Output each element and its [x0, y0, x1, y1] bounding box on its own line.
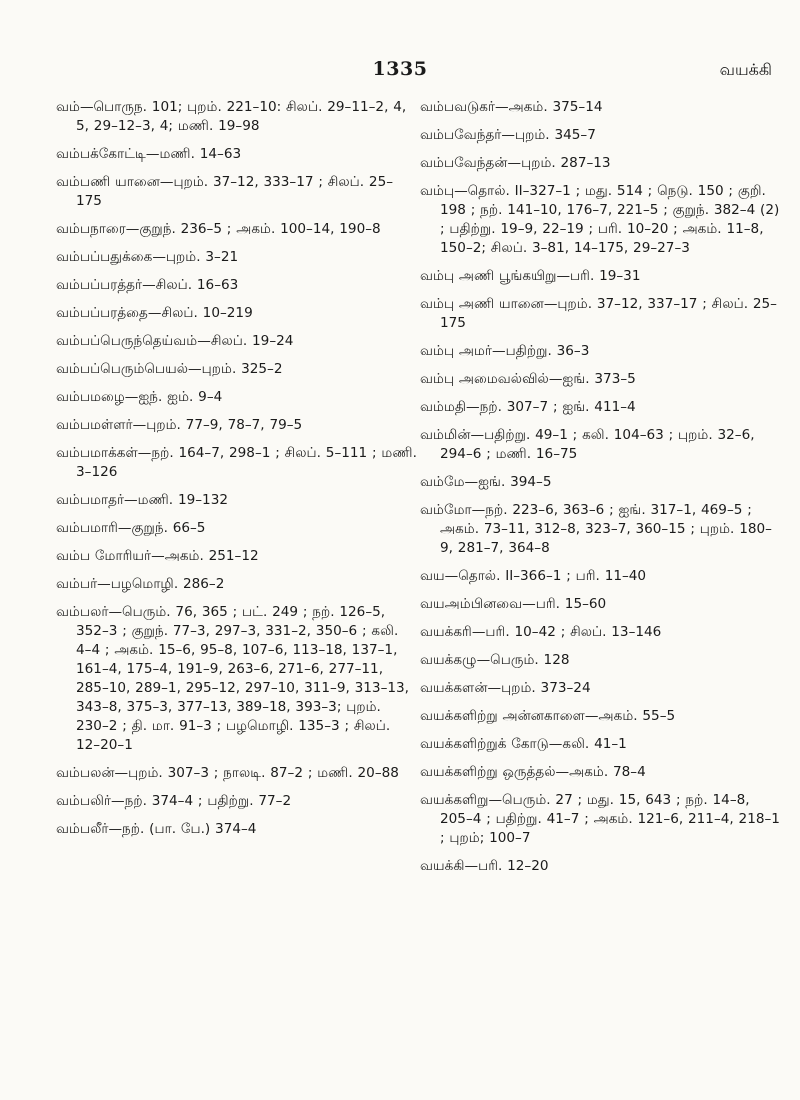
index-entry: வம்பநாரை—குறுந். 236–5 ; அகம். 100–14, 190–8 [56, 221, 381, 237]
index-entry: வம்பப்பதுக்கை—புறம். 3–21 [56, 249, 239, 265]
index-entry: வம்பப்பரத்தர்—சிலப். 16–63 [56, 277, 239, 293]
index-entry: வம்மே—ஐங். 394–5 [420, 474, 552, 490]
index-entry: வம்பமாதர்—மணி. 19–132 [56, 492, 228, 508]
index-entry: வம்பப்பரத்தை—சிலப். 10–219 [56, 305, 253, 321]
index-entry: வம்மோ—நற். 223–6, 363–6 ; ஐங். 317–1, 469–5 ; அகம். 73–11, 312–8, 323–7, 360–15 ; புறம். 180–9, 281–7, 364–8 [420, 502, 772, 556]
index-entry: வம்பு அணி பூங்கயிறு—பரி. 19–31 [420, 268, 641, 284]
index-entry: வம்பணி யானை—புறம். 37–12, 333–17 ; சிலப். 25–175 [56, 174, 394, 209]
index-entry: வயக்கி—பரி. 12–20 [420, 858, 549, 874]
index-entry: வம்மதி—நற். 307–7 ; ஐங். 411–4 [420, 399, 636, 415]
index-entry: வம்பலன்—புறம். 307–3 ; நாலடி. 87–2 ; மணி. 20–88 [56, 765, 399, 781]
index-entry: வம்பு அமர்—பதிற்று. 36–3 [420, 343, 590, 359]
index-entry: வயக்கழு—பெரும். 128 [420, 652, 570, 668]
index-entry: வயக்களிற்றுக் கோடு—கலி. 41–1 [420, 736, 627, 752]
running-head: வயக்கி [719, 60, 772, 79]
index-entry: வம்பப்பெருந்தெய்வம்—சிலப். 19–24 [56, 333, 294, 349]
index-entry: வம்பப்பெரும்பெயல்—புறம். 325–2 [56, 361, 283, 377]
index-entry: வம்பு அணி யானை—புறம். 37–12, 337–17 ; சிலப். 25–175 [420, 296, 777, 331]
index-entry: வம்பு—தொல். II–327–1 ; மது. 514 ; நெடு. 150 ; குறி. 198 ; நற். 141–10, 176–7, 221–5 ; குறுந். 382–4 (2) ; பதிற்று. 19–9, 22–19 ; பரி. 10–20 ; அகம். 11–8, 150–2; சிலப். 3–81, 14–175, 29–27–3 [420, 183, 780, 256]
index-entry: வம்பலர்—பெரும். 76, 365 ; பட். 249 ; நற். 126–5, 352–3 ; குறுந். 77–3, 297–3, 331–2, 350–6 ; கலி. 4–4 ; அகம். 15–6, 95–8, 107–6, 113–18, 137–1, 161–4, 175–4, 191–9, 263–6, 271–6, 277–11, 285–10, 289–1, 295–12, 297–10, 311–9, 313–13, 343–8, 375–3, 377–13, 389–18, 393–3; புறம். 230–2 ; தி. மா. 91–3 ; பழமொழி. 135–3 ; சிலப். 12–20–1 [56, 604, 409, 753]
index-entry: வம்—பொருந. 101; புறம். 221–10: சிலப். 29–11–2, 4, 5, 29–12–3, 4; மணி. 19–98 [56, 99, 407, 134]
index-entry: வம்மின்—பதிற்று. 49–1 ; கலி. 104–63 ; புறம். 32–6, 294–6 ; மணி. 16–75 [420, 427, 755, 462]
index-entry: வயக்கரி—பரி. 10–42 ; சிலப். 13–146 [420, 624, 662, 640]
index-entry: வம்பலீர்—நற். (பா. பே.) 374–4 [56, 821, 257, 837]
index-entry: வயக்களிற்று அன்னகாளை—அகம். 55–5 [420, 708, 676, 724]
index-entry: வம்பக்கோட்டி—மணி. 14–63 [56, 146, 242, 162]
index-entry: வயக்களிறு—பெரும். 27 ; மது. 15, 643 ; நற். 14–8, 205–4 ; பதிற்று. 41–7 ; அகம். 121–6, 211–4, 218–1 ; புறம்; 100–7 [420, 792, 780, 846]
index-entry: வம்பமாக்கள்—நற். 164–7, 298–1 ; சிலப். 5–111 ; மணி. 3–126 [56, 445, 417, 480]
index-entry: வயக்களிற்று ஒருத்தல்—அகம். 78–4 [420, 764, 646, 780]
index-entry: வயஅம்பினவை—பரி. 15–60 [420, 596, 607, 612]
index-entry: வயக்களன்—புறம். 373–24 [420, 680, 591, 696]
index-entry: வம்பமள்ளர்—புறம். 77–9, 78–7, 79–5 [56, 417, 303, 433]
index-entry: வம்பு அமைவல்வில்—ஐங். 373–5 [420, 371, 636, 387]
index-entry: வம்பவேந்தர்—புறம். 345–7 [420, 127, 596, 143]
index-entry: வம்பர்—பழமொழி. 286–2 [56, 576, 225, 592]
index-entry: வம்ப மோரியர்—அகம். 251–12 [56, 548, 259, 564]
index-entry: வம்பலிர்—நற். 374–4 ; பதிற்று. 77–2 [56, 793, 292, 809]
index-entry: வய—தொல். II–366–1 ; பரி. 11–40 [420, 568, 647, 584]
index-entry: வம்பவடுகர்—அகம். 375–14 [420, 99, 603, 115]
page-number: 1335 [372, 58, 428, 80]
index-entry: வம்பமழை—ஐந். ஐம். 9–4 [56, 389, 223, 405]
index-column-right [420, 98, 782, 885]
index-entry: வம்பமாரி—குறுந். 66–5 [56, 520, 206, 536]
index-entry: வம்பவேந்தன்—புறம். 287–13 [420, 155, 611, 171]
index-column-left [56, 98, 418, 848]
